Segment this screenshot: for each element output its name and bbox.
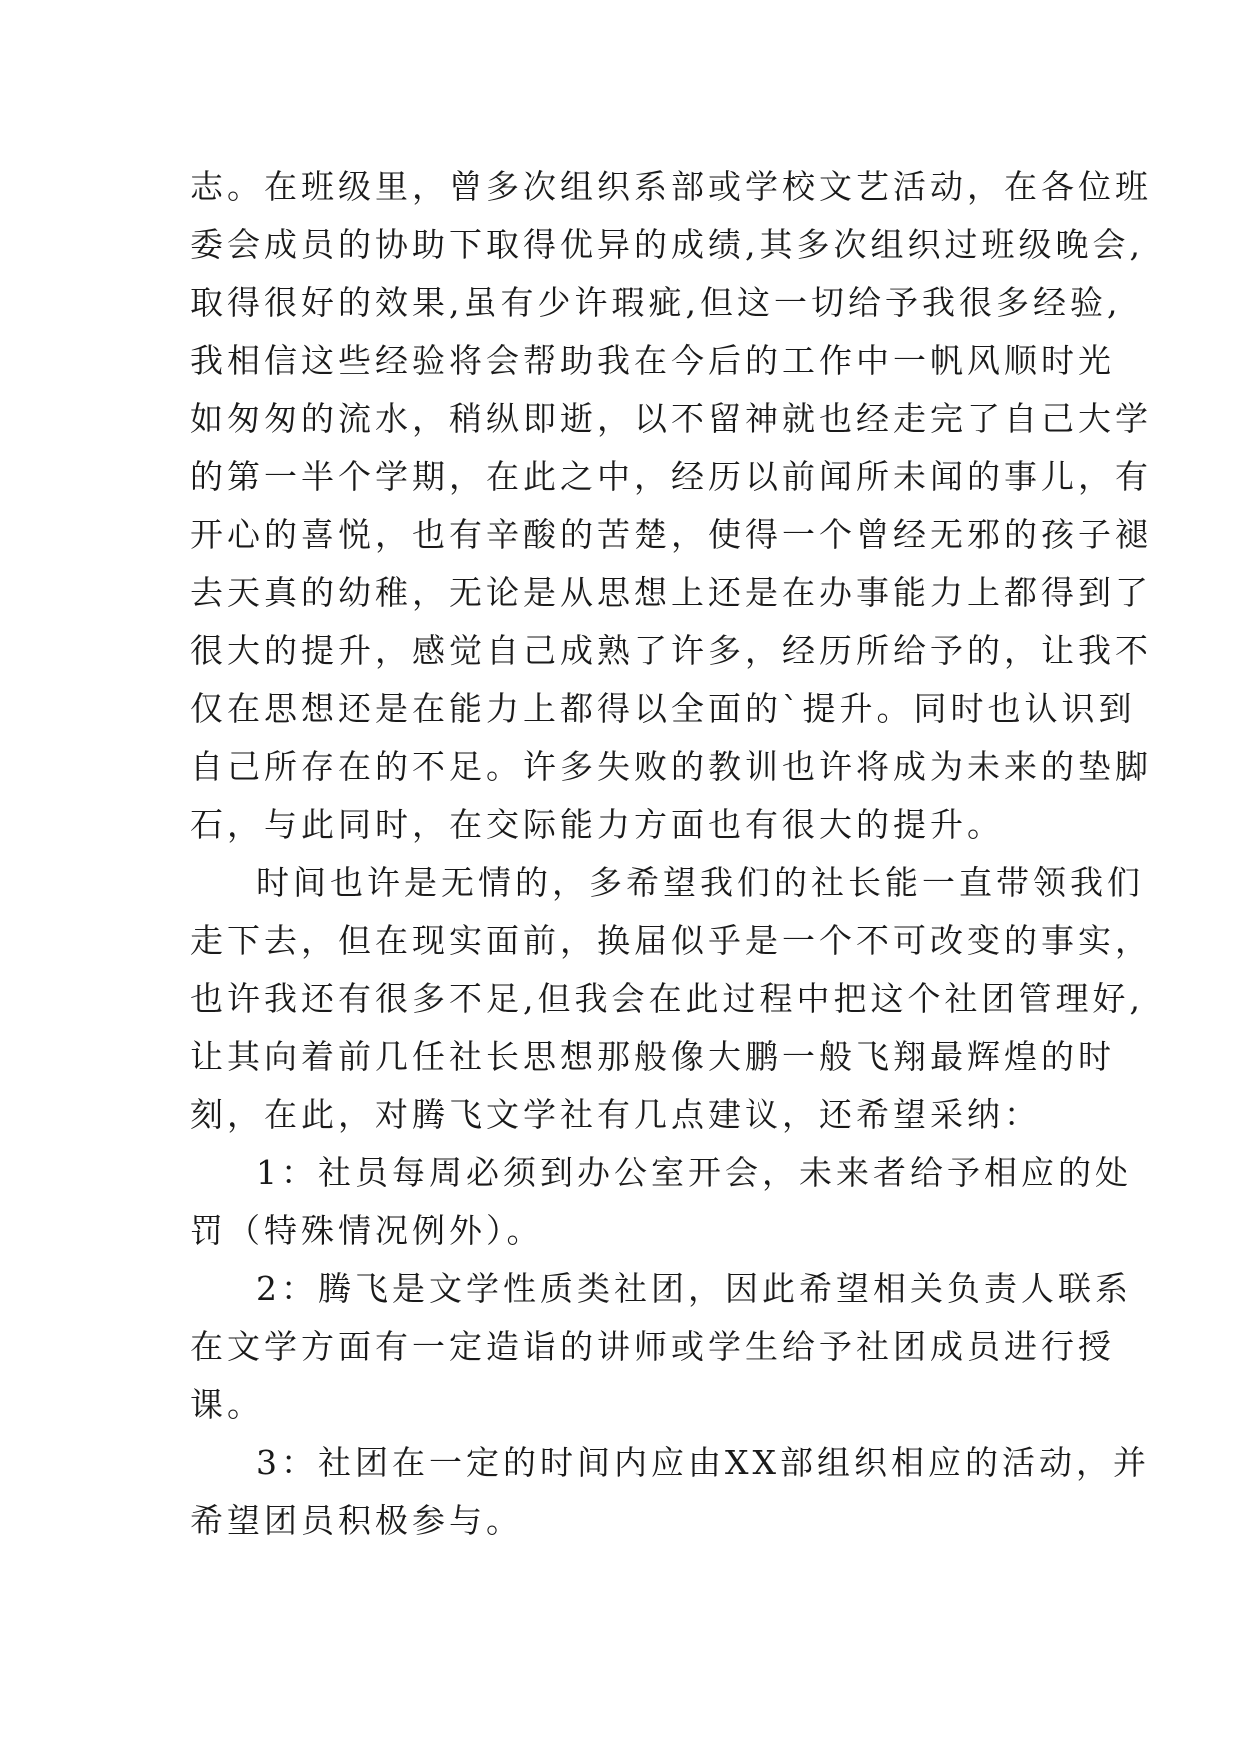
text-line: 的第一半个学期，在此之中，经历以前闻所未闻的事儿，有 (190, 457, 1152, 496)
text-line: 让其向着前几任社长思想那般像大鹏一般飞翔最辉煌的时 (190, 1037, 1115, 1076)
text-line: 仅在思想还是在能力上都得以全面的`提升。同时也认识到 (190, 689, 1136, 728)
text-line: 很大的提升，感觉自己成熟了许多，经历所给予的，让我不 (190, 631, 1152, 670)
text-line: 取得很好的效果,虽有少许瑕疵,但这一切给予我很多经验, (190, 283, 1122, 322)
suggestion-1-line: 1：社员每周必须到办公室开会，未来者给予相应的处 (256, 1153, 1132, 1192)
text-line: 走下去，但在现实面前，换届似乎是一个不可改变的事实， (190, 921, 1152, 960)
text-line: 如匆匆的流水，稍纵即逝，以不留神就也经走完了自己大学 (190, 399, 1152, 438)
paragraph-start-line: 时间也许是无情的，多希望我们的社长能一直带领我们 (256, 863, 1144, 902)
text-line: 罚（特殊情况例外）。 (190, 1211, 544, 1250)
text-line: 希望团员积极参与。 (190, 1501, 523, 1540)
text-line: 开心的喜悦，也有辛酸的苦楚，使得一个曾经无邪的孩子褪 (190, 515, 1152, 554)
suggestion-3-line: 3：社团在一定的时间内应由XX部组织相应的活动，并 (256, 1443, 1150, 1482)
text-line: 志。在班级里，曾多次组织系部或学校文艺活动，在各位班 (190, 167, 1152, 206)
text-line: 去天真的幼稚，无论是从思想上还是在办事能力上都得到了 (190, 573, 1152, 612)
text-line: 也许我还有很多不足,但我会在此过程中把这个社团管理好, (190, 979, 1144, 1018)
text-line: 我相信这些经验将会帮助我在今后的工作中一帆风顺时光 (190, 341, 1115, 380)
text-line: 委会成员的协助下取得优异的成绩,其多次组织过班级晚会, (190, 225, 1144, 264)
suggestion-2-line: 2：腾飞是文学性质类社团，因此希望相关负责人联系 (256, 1269, 1132, 1308)
text-line: 课。 (190, 1385, 264, 1424)
text-line: 石，与此同时，在交际能力方面也有很大的提升。 (190, 805, 1004, 844)
text-line: 在文学方面有一定造诣的讲师或学生给予社团成员进行授 (190, 1327, 1115, 1366)
text-line: 刻，在此，对腾飞文学社有几点建议，还希望采纳： (190, 1095, 1041, 1134)
text-line: 自己所存在的不足。许多失败的教训也许将成为未来的垫脚 (190, 747, 1152, 786)
document-body (190, 158, 1152, 1550)
